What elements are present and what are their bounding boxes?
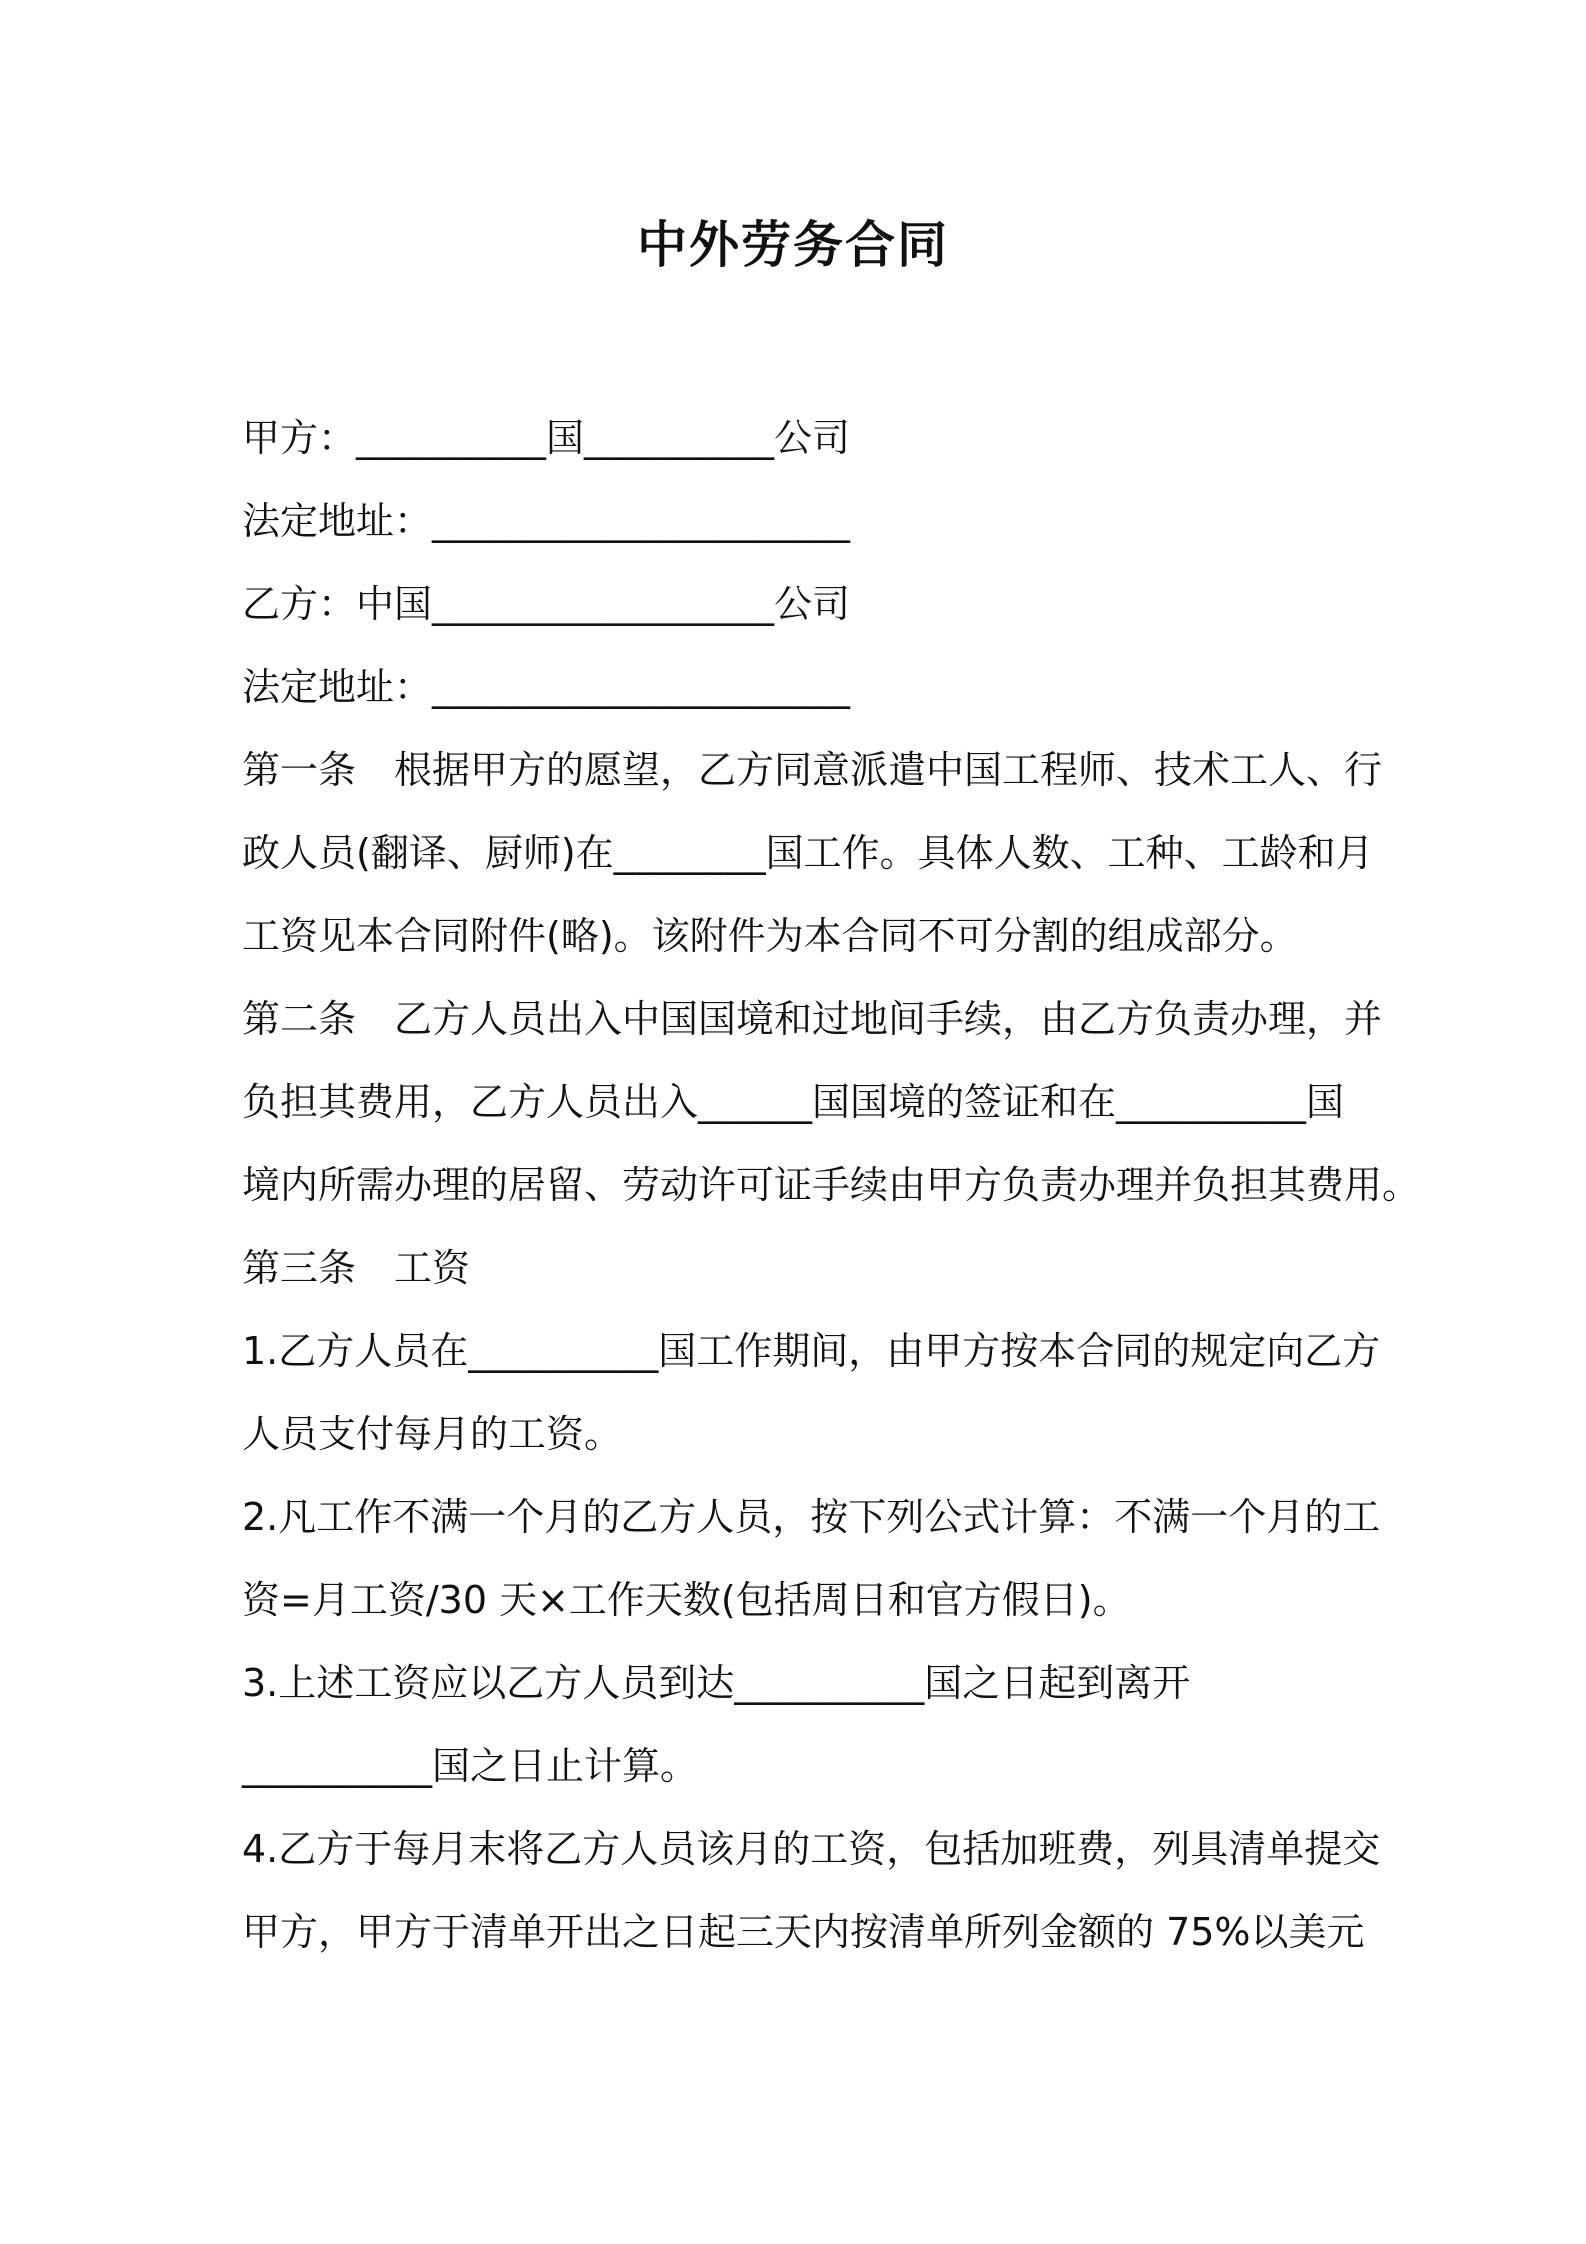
article-3-heading: 第三条 工资 [242, 1246, 471, 1290]
article-2-line-3: 境内所需办理的居留、劳动许可证手续由甲方负责办理并负担其费用。 [242, 1163, 1421, 1207]
party-a-line: 甲方：__________国__________公司 [242, 416, 851, 460]
clause-1-line-2: 人员支付每月的工资。 [242, 1412, 623, 1456]
article-2-line-1: 第二条 乙方人员出入中国国境和过地间手续，由乙方负责办理，并 [242, 997, 1383, 1041]
article-1-line-2: 政人员(翻译、厨师)在________国工作。具体人数、工种、工龄和月 [242, 831, 1374, 875]
article-2-line-2: 负担其费用，乙方人员出入______国国境的签证和在__________国 [242, 1080, 1345, 1124]
clause-4-line-2: 甲方，甲方于清单开出之日起三天内按清单所列金额的 75%以美元 [242, 1910, 1365, 1954]
article-1-line-1: 第一条 根据甲方的愿望，乙方同意派遣中国工程师、技术工人、行 [242, 748, 1383, 792]
clause-2-line-2: 资=月工资/30 天×工作天数(包括周日和官方假日)。 [242, 1578, 1131, 1622]
clause-3-line-1: 3.上述工资应以乙方人员到达__________国之日起到离开 [242, 1661, 1191, 1705]
document-title: 中外劳务合同 [637, 216, 949, 274]
party-b-line: 乙方：中国__________________公司 [242, 582, 851, 626]
clause-3-line-2: __________国之日止计算。 [242, 1744, 699, 1788]
article-1-line-3: 工资见本合同附件(略)。该附件为本合同不可分割的组成部分。 [242, 914, 1298, 958]
party-a-address-line: 法定地址：______________________ [242, 499, 851, 543]
party-b-address-line: 法定地址：______________________ [242, 665, 851, 709]
clause-1-line-1: 1.乙方人员在__________国工作期间，由甲方按本合同的规定向乙方 [242, 1329, 1381, 1373]
clause-4-line-1: 4.乙方于每月末将乙方人员该月的工资，包括加班费，列具清单提交 [242, 1827, 1381, 1871]
clause-2-line-1: 2.凡工作不满一个月的乙方人员，按下列公式计算：不满一个月的工 [242, 1495, 1381, 1539]
